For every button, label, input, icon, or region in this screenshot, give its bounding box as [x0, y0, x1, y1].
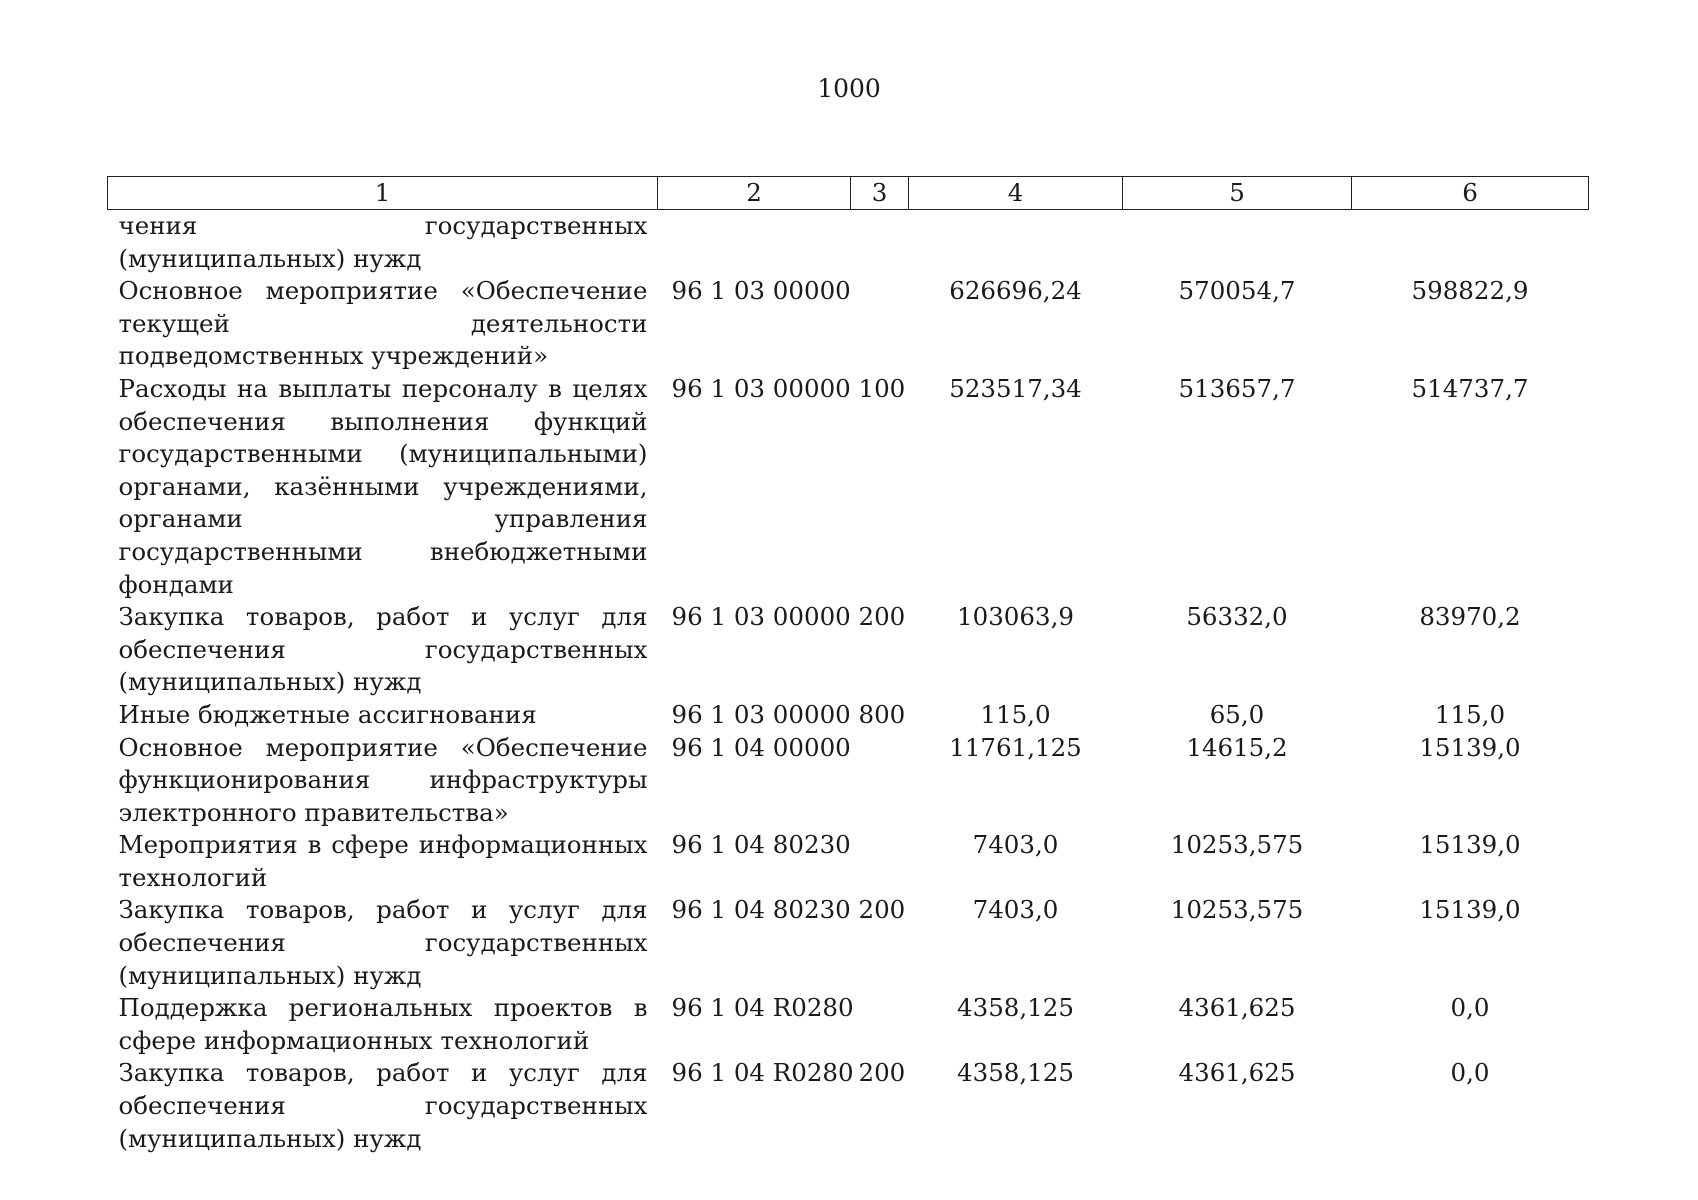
row-expense-type: 800	[858, 699, 906, 729]
row-value-5: 4361,625	[1178, 1058, 1296, 1088]
row-value-4	[909, 210, 1123, 276]
row-code: 96 1 04 80230	[671, 895, 851, 925]
row-value-6: 15139,0	[1419, 895, 1521, 925]
row-code: 96 1 03 00000	[671, 699, 851, 729]
column-header-2: 2	[658, 177, 851, 210]
row-code: 96 1 04 R0280	[671, 1058, 854, 1088]
row-name: Поддержка региональных проектов в сфере информационных технологий	[118, 993, 648, 1055]
row-value-4: 7403,0	[972, 830, 1059, 860]
table-body	[108, 210, 1589, 1156]
table-row	[108, 732, 1589, 830]
table-row	[108, 1057, 1589, 1155]
column-header-4: 4	[909, 177, 1123, 210]
row-code: 96 1 04 00000	[671, 732, 851, 762]
row-expense-type	[851, 210, 909, 276]
table-row	[108, 275, 1589, 373]
budget-table	[107, 176, 1589, 1155]
row-value-6: 83970,2	[1419, 602, 1521, 632]
row-value-4: 115,0	[980, 699, 1051, 729]
column-header-6: 6	[1352, 177, 1589, 210]
row-value-4: 11761,125	[949, 732, 1082, 762]
row-code: 96 1 03 00000	[671, 373, 851, 403]
table-header	[108, 177, 1589, 210]
row-value-6: 514737,7	[1411, 373, 1529, 403]
row-value-5: 570054,7	[1178, 276, 1296, 306]
column-header-5: 5	[1123, 177, 1352, 210]
row-code	[658, 210, 851, 276]
row-name: Основное мероприятие «Обеспечение текущей деятельности подведомственных учреждений»	[118, 276, 648, 371]
row-value-5: 513657,7	[1178, 373, 1296, 403]
row-value-5: 10253,575	[1170, 830, 1304, 860]
row-code: 96 1 03 00000	[671, 602, 851, 632]
row-value-5: 10253,575	[1170, 895, 1304, 925]
row-value-4: 7403,0	[972, 895, 1059, 925]
row-expense-type	[851, 275, 909, 373]
row-expense-type	[851, 829, 909, 894]
row-code: 96 1 04 80230	[671, 830, 851, 860]
budget-table-container	[107, 176, 1588, 1155]
row-name: Закупка товаров, работ и услуг для обеспечения государственных (муниципальных) нужд	[118, 1058, 648, 1153]
row-value-4: 4358,125	[957, 1058, 1074, 1088]
row-value-4: 523517,34	[949, 373, 1082, 403]
row-value-6: 15139,0	[1419, 830, 1521, 860]
row-expense-type: 200	[858, 602, 906, 632]
row-value-5: 4361,625	[1178, 993, 1296, 1023]
row-name: Закупка товаров, работ и услуг для обеспечения государственных (муниципальных) нужд	[118, 602, 648, 697]
table-row	[108, 829, 1589, 894]
row-value-6: 0,0	[1450, 993, 1490, 1023]
column-header-3: 3	[851, 177, 909, 210]
header-row	[108, 177, 1589, 210]
row-expense-type: 200	[858, 1058, 906, 1088]
row-name: Мероприятия в сфере информационных технологий	[118, 830, 648, 892]
table-row	[108, 699, 1589, 732]
row-expense-type: 200	[858, 895, 906, 925]
row-value-4: 626696,24	[949, 276, 1082, 306]
row-expense-type	[851, 732, 909, 830]
table-row	[108, 894, 1589, 992]
row-name: чения государственных (муниципальных) нужд	[118, 211, 648, 273]
row-code: 96 1 04 R0280	[671, 993, 854, 1023]
page-number: 1000	[817, 74, 881, 103]
table-row	[108, 601, 1589, 699]
row-name: Иные бюджетные ассигнования	[118, 699, 537, 729]
row-code: 96 1 03 00000	[671, 276, 851, 306]
row-value-6: 598822,9	[1411, 276, 1529, 306]
column-header-1: 1	[108, 177, 658, 210]
row-expense-type: 100	[858, 373, 906, 403]
row-value-6	[1352, 210, 1589, 276]
table-row	[108, 373, 1589, 601]
row-value-6: 0,0	[1450, 1058, 1490, 1088]
row-name: Основное мероприятие «Обеспечение функционирования инфраструктуры электронного правительства»	[118, 732, 648, 827]
row-value-4: 4358,125	[957, 993, 1074, 1023]
row-value-5: 65,0	[1209, 699, 1265, 729]
row-expense-type	[851, 992, 909, 1057]
row-value-6: 15139,0	[1419, 732, 1521, 762]
row-value-5: 56332,0	[1186, 602, 1288, 632]
table-row	[108, 992, 1589, 1057]
row-name: Расходы на выплаты персоналу в целях обеспечения выполнения функций государственными (муниципальными) органами, казёнными учреждениями, органами управления государственными внебюджетными фондами	[118, 373, 648, 599]
table-row	[108, 210, 1589, 276]
row-value-6: 115,0	[1434, 699, 1506, 729]
row-value-5	[1123, 210, 1352, 276]
row-value-5: 14615,2	[1186, 732, 1288, 762]
row-name: Закупка товаров, работ и услуг для обеспечения государственных (муниципальных) нужд	[118, 895, 648, 990]
row-value-4: 103063,9	[957, 602, 1074, 632]
